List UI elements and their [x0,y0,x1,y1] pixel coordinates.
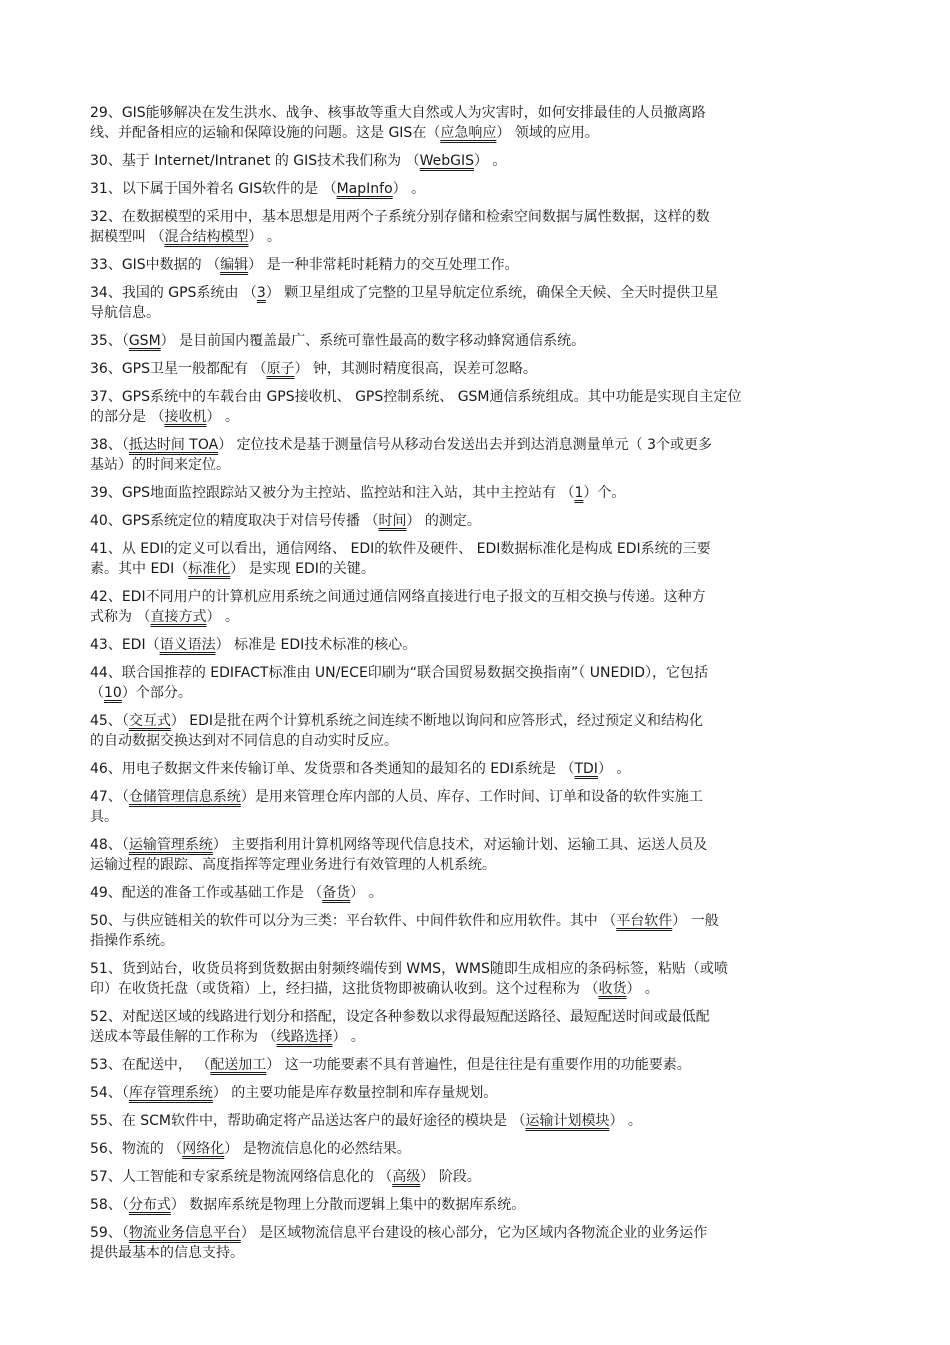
question-text: ） 颗卫星组成了完整的卫星导航定位系统，确保全天候、全天时提供卫星 [265,285,719,301]
question-line [90,587,870,607]
question-text: 45、（ [90,713,129,729]
question-item [90,711,870,751]
question-text: ） 是目前国内覆盖最广、系统可靠性最高的数字移动蜂窝通信系统。 [160,333,586,349]
question-text: 46、用电子数据文件来传输订单、发货票和各类通知的最知名的 EDI系统是 （ [90,761,575,777]
question-line [90,1111,870,1131]
answer-text: 3 [256,285,266,301]
question-text: ） 是区域物流信息平台建设的核心部分，它为区域内各物流企业的业务运作 [240,1225,708,1241]
question-text: 58、（ [90,1197,129,1213]
question-text: ） 领域的应用。 [496,125,599,141]
question-item [90,1055,870,1075]
question-line [90,807,870,827]
question-line [90,331,870,351]
question-line [90,835,870,855]
question-text: 34、我国的 GPS系统由 （ [90,285,257,301]
question-line [90,179,870,199]
question-text: ） 。 [206,609,239,625]
question-line [90,1007,870,1027]
answer-text: 交互式 [128,713,171,729]
answer-text: 配送加工 [210,1057,267,1073]
answer-text: 混合结构模型 [164,229,249,245]
question-line [90,607,870,627]
question-item [90,1195,870,1215]
question-line [90,359,870,379]
answer-text: 应急响应 [440,125,497,141]
question-text: ） 钟，其测时精度很高，误差可忽略。 [294,361,537,377]
question-line [90,1223,870,1243]
question-line [90,123,870,143]
question-line [90,1195,870,1215]
question-text: （ [90,685,104,701]
question-item [90,1167,870,1187]
question-text: ） 数据库系统是物理上分散而逻辑上集中的数据库系统。 [170,1197,526,1213]
question-text: 36、GPS卫星一般都配有 （ [90,361,267,377]
answer-text: 原子 [266,361,295,377]
question-item [90,207,870,247]
question-item [90,511,870,531]
question-text: 37、GPS系统中的车载台由 GPS接收机、 GPS控制系统、 GSM通信系统组成。其中功能是实现自主定位 [90,389,742,405]
question-line [90,559,870,579]
question-item [90,835,870,875]
question-text: ） 阶段。 [420,1169,481,1185]
question-line [90,731,870,751]
answer-text: 网络化 [182,1141,225,1157]
question-item [90,359,870,379]
question-line [90,151,870,171]
question-line [90,103,870,123]
question-line [90,1055,870,1075]
question-list [90,103,870,1271]
question-text: 56、物流的 （ [90,1141,183,1157]
question-item [90,151,870,171]
question-text: ） 。 [206,409,239,425]
question-item [90,103,870,143]
question-text: 54、（ [90,1085,129,1101]
question-text: ） EDI是批在两个计算机系统之间连续不断地以询问和应答形式，经过预定义和结构化 [170,713,704,729]
question-text: 线、并配备相应的运输和保障设施的问题。这是 GIS在（ [90,125,441,141]
question-text: ）个部分。 [121,685,192,701]
question-text: 指操作系统。 [90,933,174,949]
question-text: 导航信息。 [90,305,160,321]
question-line [90,511,870,531]
question-text: ） 是物流信息化的必然结果。 [224,1141,411,1157]
answer-text: 运输计划模块 [525,1113,610,1129]
question-item [90,787,870,827]
question-text: ） 。 [626,981,659,997]
question-text: ） 。 [248,229,281,245]
question-item [90,283,870,323]
answer-text: 直接方式 [150,609,207,625]
question-text: 35、（ [90,333,129,349]
question-text: 40、GPS系统定位的精度取决于对信号传播 （ [90,513,379,529]
question-item [90,1223,870,1263]
question-item [90,635,870,655]
question-text: 50、与供应链相关的软件可以分为三类：平台软件、中间件软件和应用软件。其中 （ [90,913,617,929]
question-text: 57、人工智能和专家系统是物流网络信息化的 （ [90,1169,393,1185]
question-text: 运输过程的跟踪、高度指挥等定理业务进行有效管理的人机系统。 [90,857,496,873]
question-text: 53、在配送中， （ [90,1057,211,1073]
question-text: 55、在 SCM软件中，帮助确定将产品送达客户的最好途径的模块是 （ [90,1113,526,1129]
question-item [90,539,870,579]
question-item [90,435,870,475]
question-text: 的部分是 （ [90,409,165,425]
question-item [90,883,870,903]
answer-text: 抵达时间 TOA [128,437,219,453]
question-text: 42、EDI不同用户的计算机应用系统之间通过通信网络直接进行电子报文的互相交换与传递。这种方 [90,589,706,605]
question-text: 30、基于 Internet/Intranet 的 GIS技术我们称为 （ [90,153,420,169]
question-line [90,663,870,683]
question-line [90,539,870,559]
question-line [90,483,870,503]
question-line [90,711,870,731]
answer-text: 库存管理系统 [128,1085,213,1101]
question-text: 式称为 （ [90,609,151,625]
question-item [90,255,870,275]
question-text: ） 。 [473,153,507,169]
question-text: 提供最基本的信息支持。 [90,1245,244,1261]
question-text: 31、以下属于国外着名 GIS软件的是 （ [90,181,337,197]
question-text: ） 这一功能要素不具有普遍性，但是往往是有重要作用的功能要素。 [266,1057,691,1073]
question-text: ） 。 [350,885,383,901]
question-text: 44、联合国推荐的 EDIFACT标准由 UN/ECE印刷为“联合国贸易数据交换指南”（ UNEDID），它包括 [90,665,709,681]
question-item [90,483,870,503]
question-item [90,911,870,951]
question-text: 49、配送的准备工作或基础工作是 （ [90,885,323,901]
question-text: 基站）的时间来定位。 [90,457,230,473]
question-text: ） 。 [392,181,426,197]
question-item [90,759,870,779]
question-text: 33、GIS中数据的 （ [90,257,221,273]
question-text: 印）在收货托盘（或货箱）上，经扫描，这批货物即被确认收到。这个过程称为 （ [90,981,599,997]
question-line [90,303,870,323]
question-text: ） 标准是 EDI技术标准的核心。 [215,637,417,653]
question-text: ） 。 [332,1029,365,1045]
question-line [90,1083,870,1103]
question-item [90,331,870,351]
answer-text: 物流业务信息平台 [128,1225,241,1241]
question-text: ）个。 [583,485,626,501]
question-item [90,387,870,427]
question-text: 具。 [90,809,118,825]
question-text: ） 是实现 EDI的关键。 [230,561,375,577]
answer-text: WebGIS [419,153,474,169]
question-item [90,1111,870,1131]
question-text: 32、在数据模型的采用中，基本思想是用两个子系统分别存储和检索空间数据与属性数据，这样的数 [90,209,710,225]
answer-text: 线路选择 [276,1029,333,1045]
question-item [90,663,870,703]
question-text: 41、从 EDI的定义可以看出，通信网络、 EDI的软件及硬件、 EDI数据标准化是构成 EDI系统的三要 [90,541,711,557]
answer-text: 10 [104,685,122,701]
question-text: 送成本等最佳解的工作称为 （ [90,1029,277,1045]
question-text: 素。其中 EDI（ [90,561,189,577]
answer-text: 收货 [598,981,627,997]
question-item [90,587,870,627]
question-text: ） 是一种非常耗时耗精力的交互处理工作。 [248,257,519,273]
question-line [90,387,870,407]
question-line [90,683,870,703]
question-line [90,435,870,455]
question-item [90,1139,870,1159]
question-text: 的自动数据交换达到对不同信息的自动实时反应。 [90,733,398,749]
question-text: ） 主要指利用计算机网络等现代信息技术，对运输计划、运输工具、运送人员及 [212,837,708,853]
question-line [90,227,870,247]
question-text: ）是用来管理仓库内部的人员、库存、工作时间、订单和设备的软件实施工 [240,789,703,805]
question-text: 52、对配送区域的线路进行划分和搭配，设定各种参数以求得最短配送路径、最短配送时间或最低配 [90,1009,710,1025]
answer-text: 编辑 [220,257,249,273]
question-line [90,787,870,807]
answer-text: TDI [574,761,598,777]
question-line [90,931,870,951]
question-item [90,959,870,999]
question-line [90,207,870,227]
question-text: 39、GPS地面监控跟踪站又被分为主控站、监控站和注入站，其中主控站有 （ [90,485,575,501]
answer-text: 1 [574,485,584,501]
answer-text: 语义语法 [159,637,216,653]
question-text: 48、（ [90,837,129,853]
answer-text: 平台软件 [616,913,673,929]
question-line [90,1139,870,1159]
question-text: ） 。 [609,1113,642,1129]
answer-text: 标准化 [188,561,231,577]
question-item [90,179,870,199]
question-text: ） 的测定。 [406,513,481,529]
question-line [90,979,870,999]
question-line [90,959,870,979]
question-line [90,855,870,875]
answer-text: GSM [128,333,161,349]
question-text: 据模型叫 （ [90,229,165,245]
question-text: 29、GIS能够解决在发生洪水、战争、核事故等重大自然或人为灾害时，如何安排最佳的人员撤离路 [90,105,706,121]
question-text: 59、（ [90,1225,129,1241]
question-text: 43、EDI（ [90,637,160,653]
question-line [90,635,870,655]
question-line [90,255,870,275]
answer-text: 接收机 [164,409,207,425]
question-line [90,407,870,427]
answer-text: MapInfo [336,181,393,197]
question-line [90,883,870,903]
question-item [90,1007,870,1047]
question-text: ） 一般 [672,913,719,929]
answer-text: 备货 [322,885,351,901]
question-line [90,911,870,931]
question-line [90,1027,870,1047]
question-item [90,1083,870,1103]
question-text: 38、（ [90,437,129,453]
question-text: ） 定位技术是基于测量信号从移动台发送出去并到达消息测量单元（ 3个或更多 [218,437,712,453]
question-text: 47、（ [90,789,129,805]
answer-text: 高级 [392,1169,421,1185]
question-line [90,759,870,779]
question-text: ） 的主要功能是库存数量控制和库存量规划。 [212,1085,498,1101]
question-line [90,283,870,303]
answer-text: 仓储管理信息系统 [128,789,241,805]
answer-text: 时间 [378,513,407,529]
question-line [90,1167,870,1187]
question-text: ） 。 [597,761,631,777]
question-line [90,455,870,475]
question-line [90,1243,870,1263]
answer-text: 运输管理系统 [128,837,213,853]
answer-text: 分布式 [128,1197,171,1213]
question-text: 51、货到站台，收货员将到货数据由射频终端传到 WMS，WMS随即生成相应的条码标签，粘贴（或喷 [90,961,728,977]
